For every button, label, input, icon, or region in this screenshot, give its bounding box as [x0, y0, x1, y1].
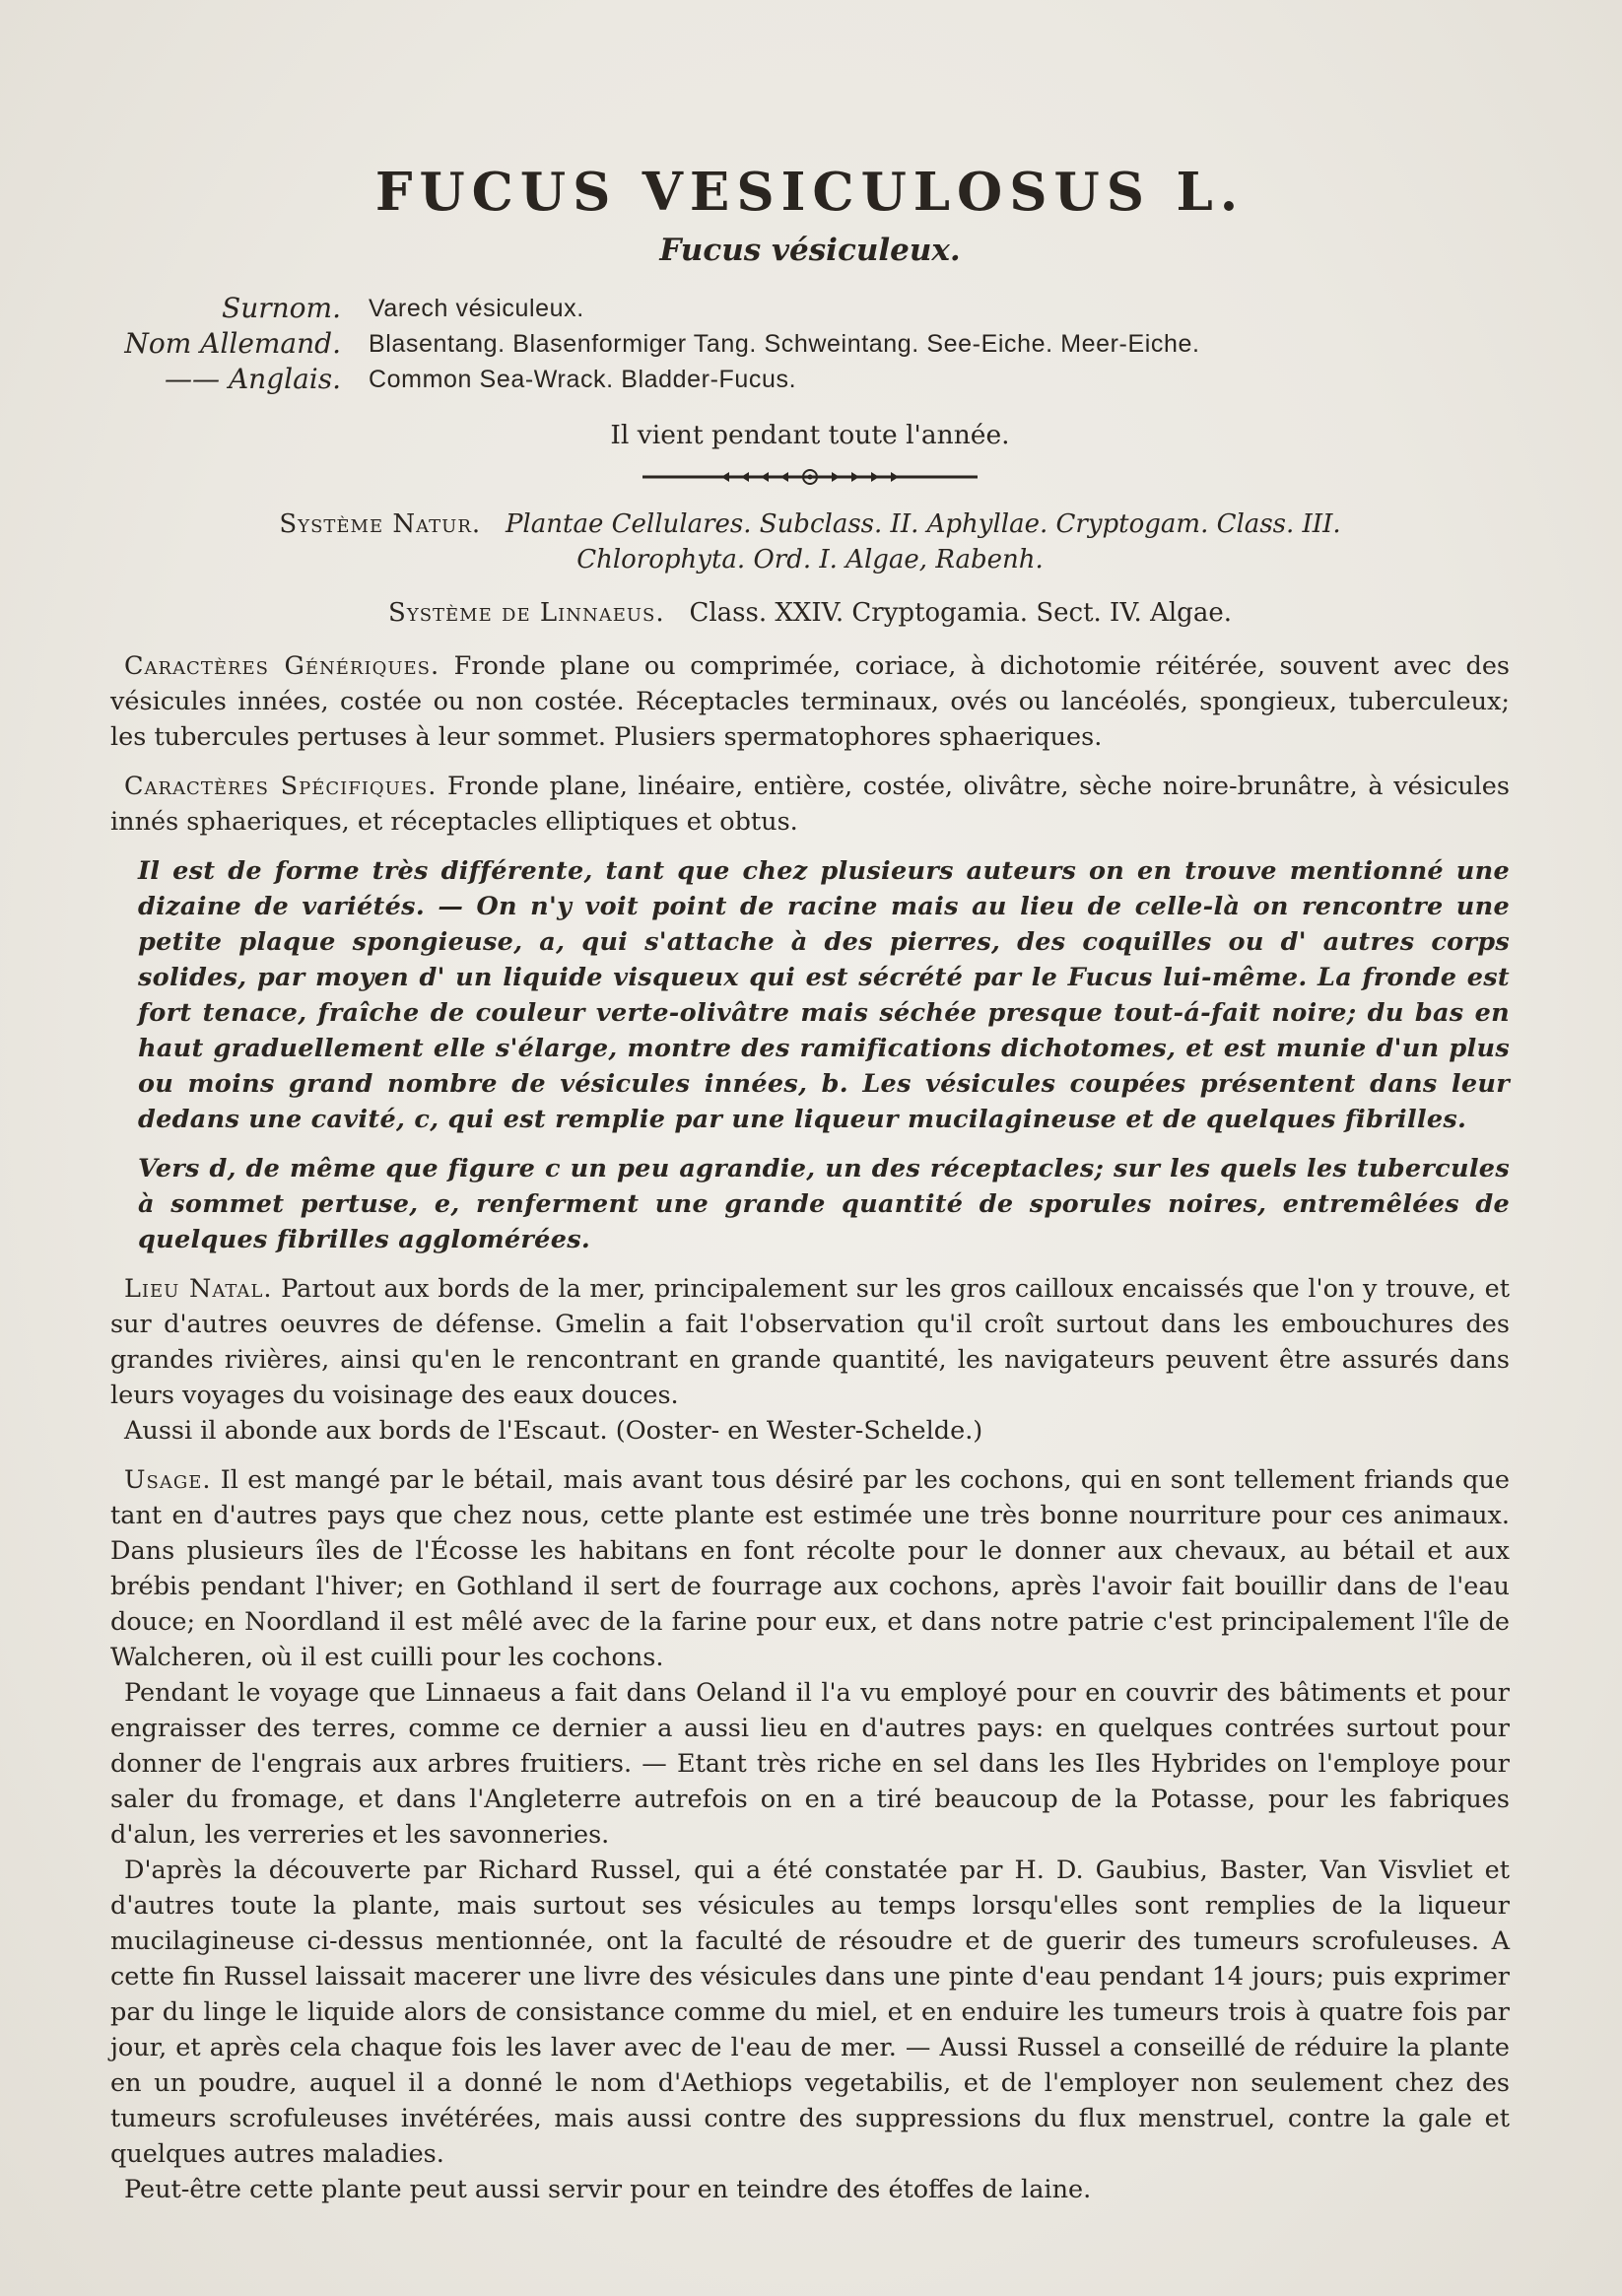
generic-characters	[110, 648, 1510, 755]
system-natur-line1: Plantae Cellulares. Subclass. II. Aphyllae. Cryptogam. Class. III.	[505, 509, 1341, 539]
usage-label: Usage.	[124, 1465, 212, 1495]
generic-characters-text: Fronde plane ou comprimée, coriace, à dichotomie réitérée, souvent avec des vésicules innées, costée ou non costée. Réceptacles terminaux, ovés ou lancéolés, spongieux, tuberculeux; les tubercules pertuses à leur sommet. Plusiers spermatophores sphaeriques.	[110, 651, 1510, 752]
name-label: —— Anglais.	[165, 363, 341, 395]
usage-text-1: Il est mangé par le bétail, mais avant tous désiré par les cochons, qui en sont tellement friands que tant en d'autres pays que chez nous, cette plante est estimée une très bonne nourriture pour ces animaux. Dans plusieurs îles de l'Écosse les habitans en font récolte pour le donner aux chevaux, au bétail et aux brébis pendant l'hiver; en Gothland il sert de fourrage aux cochons, après l'avoir fait bouillir dans de l'eau douce; en Noordland il est mêlé avec de la farine pour eux, et dans notre patrie c'est principalement l'île de Walcheren, où il est cuilli pour les cochons.	[110, 1465, 1511, 1672]
system-natur	[110, 506, 1510, 577]
specific-characters-label: Caractères Spécifiques.	[124, 772, 438, 801]
habitat-escaut: Aussi il abonde aux bords de l'Escaut. (Ooster- en Wester-Schelde.)	[124, 1416, 983, 1446]
description-paragraph-2: Vers d, de même que figure c un peu agrandie, un des réceptacles; sur les quels les tubercules à sommet pertuse, e, renferment une grande quantité de sporules noires, entremêlées de quelques fibrilles agglomérées.	[138, 1154, 1510, 1254]
specific-characters	[110, 769, 1510, 840]
name-label: Nom Allemand.	[124, 327, 341, 360]
system-linnaeus	[110, 595, 1510, 631]
specific-characters-text: Fronde plane, linéaire, entière, costée, olivâtre, sèche noire-brunâtre, à vésicules innés sphaeriques, et réceptacles elliptiques et obtus.	[110, 772, 1510, 837]
generic-characters-label: Caractères Génériques.	[124, 651, 440, 681]
system-natur-line2: Chlorophyta. Ord. I. Algae, Rabenh.	[576, 545, 1044, 574]
ornament-divider-icon	[110, 461, 1510, 481]
name-value: Common Sea-Wrack. Bladder-Fucus.	[369, 366, 797, 393]
name-value: Varech vésiculeux.	[369, 295, 584, 322]
name-label: Surnom.	[222, 292, 341, 324]
system-linnaeus-text: Class. XXIV. Cryptogamia. Sect. IV. Algae.	[689, 598, 1232, 628]
season-note: Il vient pendant toute l'année.	[610, 420, 1010, 450]
description-paragraph-1: Il est de forme très différente, tant que chez plusieurs auteurs on en trouve mentionné une dizaine de variétés. — On n'y voit point de racine mais au lieu de celle-là on rencontre une petite plaque spongieuse, a, qui s'attache à des pierres, des coquilles ou d' autres corps solides, par moyen d' un liquide visqueux qui est sécrété par le Fucus lui-même. La fronde est fort tenace, fraîche de couleur verte-olivâtre mais séchée presque tout-á-fait noire; du bas en haut graduellement elle s'élarge, montre des ramifications dichotomes, et est munie d'un plus ou moins grand nombre de vésicules innées, b. Les vésicules coupées présentent dans leur dedans une cavité, c, qui est remplie par une liqueur mucilagineuse et de quelques fibrilles.	[138, 856, 1510, 1134]
usage-paragraph-4: Peut-être cette plante peut aussi servir pour en teindre des étoffes de laine.	[124, 2175, 1092, 2204]
name-value: Blasentang. Blasenformiger Tang. Schweintang. See-Eiche. Meer-Eiche.	[369, 330, 1200, 358]
habitat-text: Partout aux bords de la mer, principalement sur les gros cailloux encaissés que l'on y trouve, et sur d'autres oeuvres de défense. Gmelin a fait l'observation qu'il croît surtout dans les embouchures des grandes rivières, ainsi qu'en le rencontrant en grande quantité, les navigateurs peuvent être assurés dans leurs voyages du voisinage des eaux douces.	[110, 1274, 1510, 1410]
system-linnaeus-label: Système de Linnaeus.	[388, 598, 665, 628]
page-content	[110, 158, 1510, 2207]
habitat-paragraph	[110, 1271, 1510, 1413]
habitat-label: Lieu Natal.	[124, 1274, 273, 1304]
page-title: FUCUS VESICULOSUS L.	[374, 162, 1246, 223]
system-natur-label: Système Natur.	[279, 509, 482, 539]
page-subtitle: Fucus vésiculeux.	[659, 233, 961, 268]
usage-paragraph-3: D'après la découverte par Richard Russel, qui a été constatée par H. D. Gaubius, Baster, Van Visvliet et d'autres toute la plante, mais surtout ses vésicules au temps lorsqu'elles sont remplies de la liqueur mucilagineuse ci-dessus mentionnée, ont la faculté de résoudre et de guerir des tumeurs scrofuleuses. A cette fin Russel laissait macerer une livre des vésicules dans une pinte d'eau pendant 14 jours; puis exprimer par du linge le liquide alors de consistance comme du miel, et en enduire les tumeurs trois à quatre fois par jour, et après cela chaque fois les laver avec de l'eau de mer. — Aussi Russel a conseillé de réduire la plante en un poudre, auquel il a donné le nom d'Aethiops vegetabilis, et de l'employer non seulement chez des tumeurs scrofuleuses invétérées, mais aussi contre des suppressions du flux menstruel, contre la gale et quelques autres maladies.	[110, 1856, 1510, 2169]
usage-paragraph-2: Pendant le voyage que Linnaeus a fait dans Oeland il l'a vu employé pour en couvrir des bâtiments et pour engraisser des terres, comme ce dernier a aussi lieu en d'autres pays: en quelques contrées surtout pour donner de l'engrais aux arbres fruitiers. — Etant très riche en sel dans les Iles Hybrides on l'employe pour saler du fromage, et dans l'Angleterre autrefois on en a tiré beaucoup de la Potasse, pour les fabriques d'alun, les verreries et les savonneries.	[110, 1678, 1510, 1850]
common-names	[124, 292, 1510, 396]
usage-paragraph-1	[110, 1462, 1510, 1675]
